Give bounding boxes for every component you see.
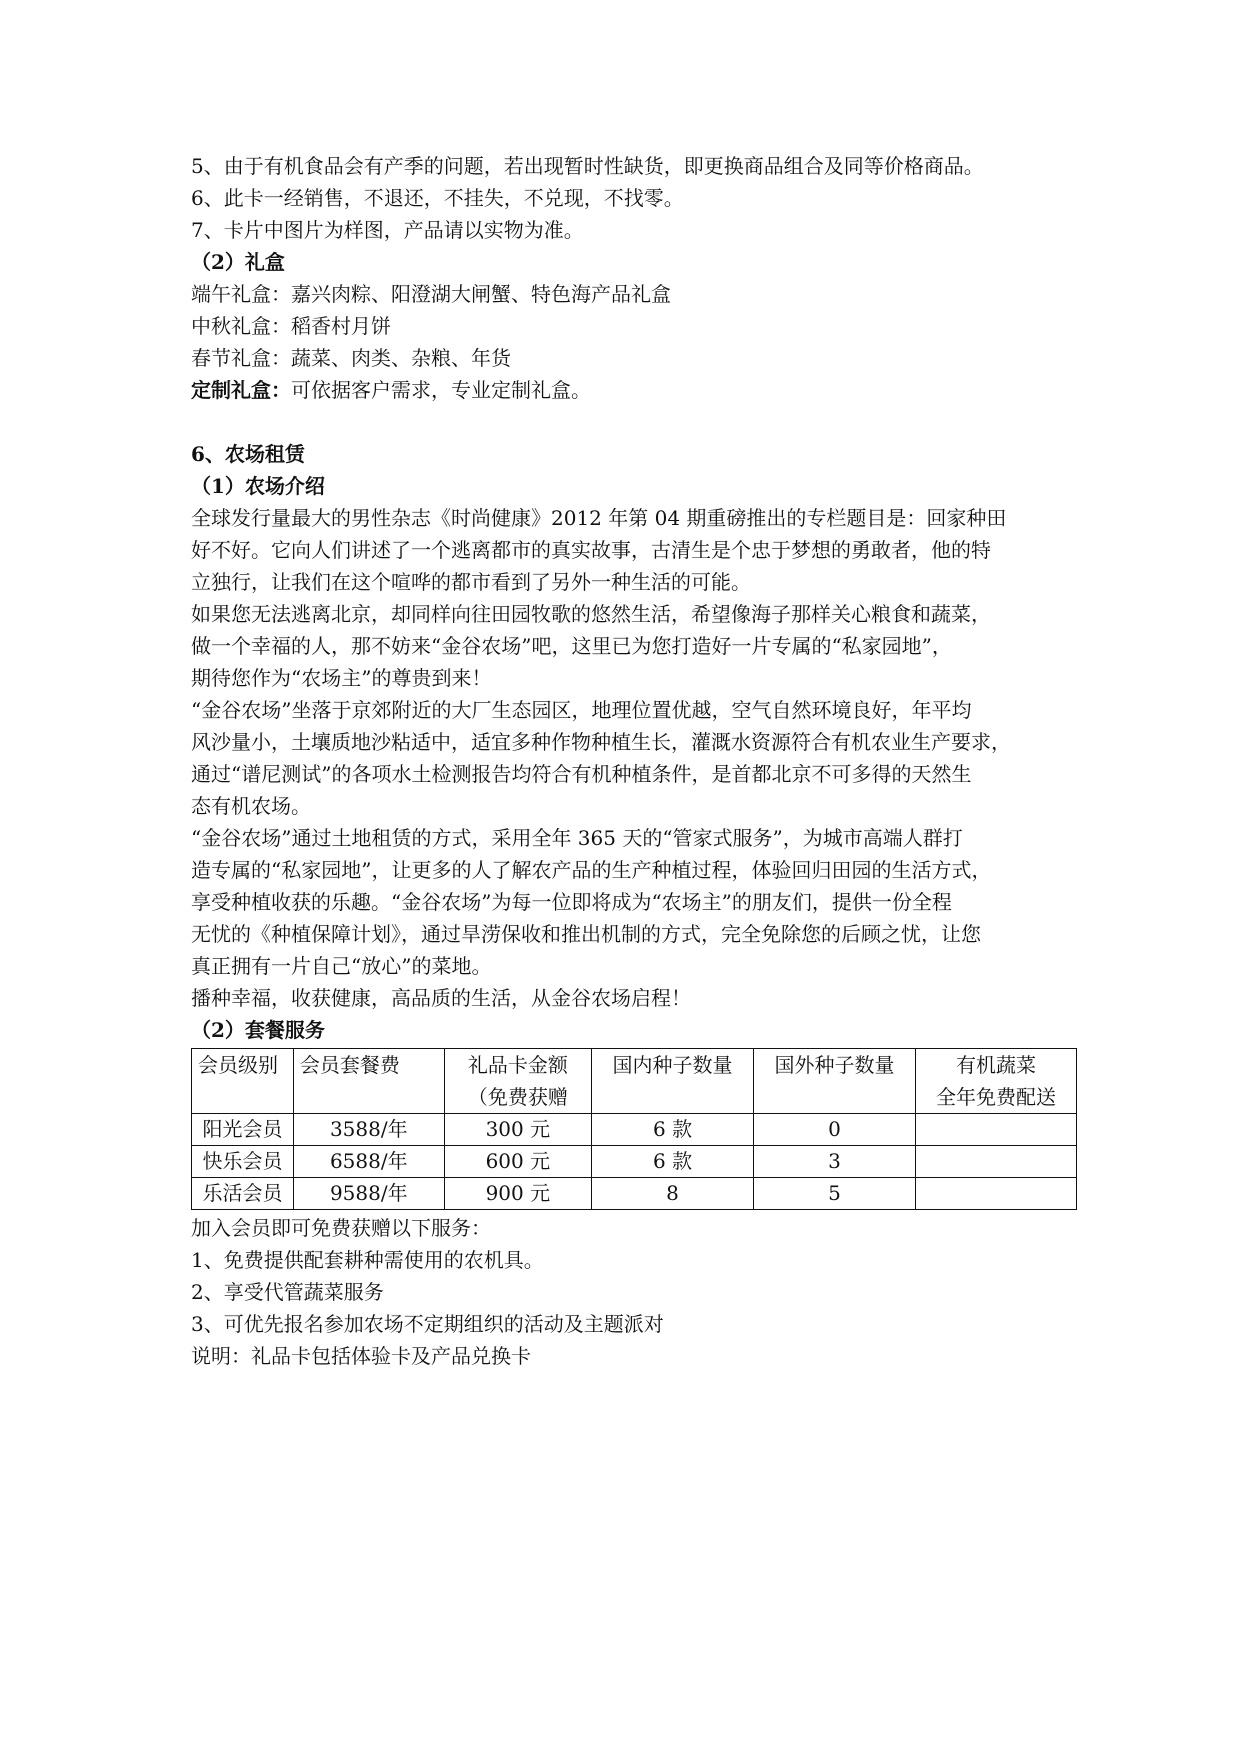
cell-gift: 900 元 [444,1178,591,1210]
header-gift-card-line1: 礼品卡金额 [467,1053,568,1077]
paragraph-line: 做一个幸福的人，那不妨来“金谷农场”吧，这里已为您打造好一片专属的“私家园地”， [191,634,952,658]
cell-level: 快乐会员 [192,1146,294,1178]
cell-domestic: 6 款 [592,1114,754,1146]
paragraph-line: 如果您无法逃离北京，却同样向往田园牧歌的悠然生活，希望像海子那样关心粮食和蔬菜， [191,602,991,626]
table-row [192,1114,1077,1146]
cell-level: 阳光会员 [192,1114,294,1146]
farm-slogan: 播种幸福，收获健康，高品质的生活，从金谷农场启程！ [191,986,691,1010]
farm-intro-heading: （1）农场介绍 [191,474,325,498]
farm-paragraph-1 [191,502,1071,598]
benefit-item: 2、享受代管蔬菜服务 [191,1280,384,1304]
gift-box-section [191,246,1071,406]
paragraph-line: 风沙量小，土壤质地沙粘适中，适宜多种作物种植生长，灌溉水资源符合有机农业生产要求， [191,730,1011,754]
benefits-note: 说明：礼品卡包括体验卡及产品兑换卡 [191,1344,531,1368]
spacer [191,406,1071,438]
list-item: 7、卡片中图片为样图，产品请以实物为准。 [191,218,584,242]
cell-foreign: 0 [754,1114,916,1146]
package-table [191,1048,1077,1210]
paragraph-line: 无忧的《种植保障计划》，通过旱涝保收和推出机制的方式，完全免除您的后顾之忧，让您 [191,922,981,946]
cell-domestic: 8 [592,1178,754,1210]
benefits-intro: 加入会员即可免费获赠以下服务： [191,1216,491,1240]
paragraph-line: 全球发行量最大的男性杂志《时尚健康》2012 年第 04 期重磅推出的专栏题目是：回家种田 [191,506,1007,530]
cell-level: 乐活会员 [192,1178,294,1210]
document-page [191,150,1071,1372]
custom-gift-box-label: 定制礼盒： [191,378,291,402]
header-fee: 会员套餐费 [293,1049,444,1114]
paragraph-line: 通过“谱尼测试”的各项水土检测报告均符合有机种植条件，是首都北京不可多得的天然生 [191,762,972,786]
header-organic-veg-line1: 有机蔬菜 [956,1053,1036,1077]
header-level: 会员级别 [192,1049,294,1114]
paragraph-line: “金谷农场”坐落于京郊附近的大厂生态园区，地理位置优越，空气自然环境良好，年平均 [191,698,972,722]
header-gift-card [444,1049,591,1114]
table-row [192,1146,1077,1178]
gift-box-item: 端午礼盒：嘉兴肉粽、阳澄湖大闸蟹、特色海产品礼盒 [191,282,671,306]
header-domestic-seeds: 国内种子数量 [592,1049,754,1114]
card-terms-list [191,150,1071,246]
farm-paragraph-4 [191,822,1071,982]
custom-gift-box-text: 可依据客户需求，专业定制礼盒。 [291,378,591,402]
cell-foreign: 3 [754,1146,916,1178]
cell-fee: 9588/年 [293,1178,444,1210]
paragraph-line: 造专属的“私家园地”，让更多的人了解农产品的生产种植过程，体验回归田园的生活方式， [191,858,992,882]
farm-section [191,438,1071,1372]
paragraph-line: 享受种植收获的乐趣。“金谷农场”为每一位即将成为“农场主”的朋友们，提供一份全程 [191,890,952,914]
header-organic-veg [916,1049,1077,1114]
header-gift-card-line2: （免费获赠 [467,1085,568,1109]
cell-foreign: 5 [754,1178,916,1210]
custom-gift-box-item [191,374,1071,406]
paragraph-line: “金谷农场”通过土地租赁的方式，采用全年 365 天的“管家式服务”，为城市高端人群打 [191,826,963,850]
list-item: 6、此卡一经销售，不退还，不挂失，不兑现，不找零。 [191,186,684,210]
cell-fee: 6588/年 [293,1146,444,1178]
section-title: 6、农场租赁 [191,442,305,466]
benefit-item: 1、免费提供配套耕种需使用的农机具。 [191,1248,544,1272]
list-item: 5、由于有机食品会有产季的问题，若出现暂时性缺货，即更换商品组合及同等价格商品。 [191,154,984,178]
table-row [192,1178,1077,1210]
cell-veg [916,1114,1077,1146]
paragraph-line: 真正拥有一片自己“放心”的菜地。 [191,954,492,978]
gift-box-item: 中秋礼盒：稻香村月饼 [191,314,391,338]
paragraph-line: 态有机农场。 [191,794,311,818]
cell-veg [916,1178,1077,1210]
cell-domestic: 6 款 [592,1146,754,1178]
gift-box-item: 春节礼盒：蔬菜、肉类、杂粮、年货 [191,346,511,370]
cell-fee: 3588/年 [293,1114,444,1146]
paragraph-line: 立独行，让我们在这个喧哗的都市看到了另外一种生活的可能。 [191,570,751,594]
cell-gift: 300 元 [444,1114,591,1146]
farm-paragraph-3 [191,694,1071,822]
cell-gift: 600 元 [444,1146,591,1178]
header-organic-veg-line2: 全年免费配送 [936,1085,1056,1109]
benefits-section [191,1212,1071,1372]
gift-box-heading: （2）礼盒 [191,250,285,274]
package-heading: （2）套餐服务 [191,1018,325,1042]
benefit-item: 3、可优先报名参加农场不定期组织的活动及主题派对 [191,1312,664,1336]
farm-paragraph-2 [191,598,1071,694]
paragraph-line: 期待您作为“农场主”的尊贵到来！ [191,666,492,690]
header-foreign-seeds: 国外种子数量 [754,1049,916,1114]
cell-veg [916,1146,1077,1178]
paragraph-line: 好不好。它向人们讲述了一个逃离都市的真实故事，古清生是个忠于梦想的勇敢者，他的特 [191,538,991,562]
table-header-row [192,1049,1077,1114]
